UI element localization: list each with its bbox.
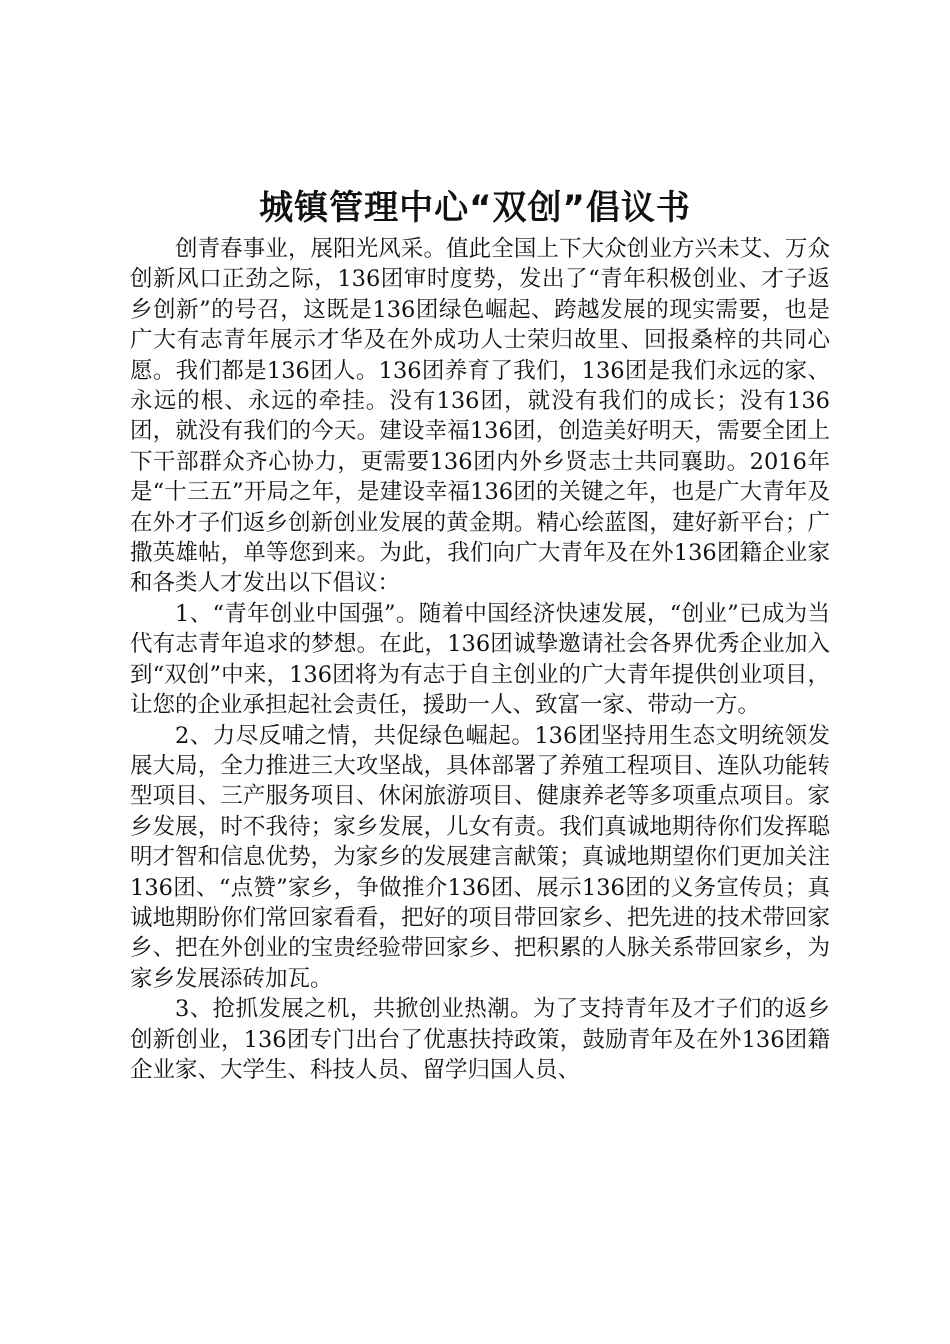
paragraph-proposal-3: 3、抢抓发展之机，共掀创业热潮。为了支持青年及才子们的返乡创新创业，136团专门出台了优惠扶持政策，鼓励青年及在外136团籍企业家、大学生、科技人员、留学归国人员、 [130,996,830,1083]
paragraph-proposal-1: 1、“青年创业中国强”。随着中国经济快速发展，“创业”已成为当代有志青年追求的梦想。在此，136团诚挚邀请社会各界优秀企业加入到“双创”中来，136团将为有志于自主创业的广大青年提供创业项目，让您的企业承担起社会责任，援助一人、致富一家、带动一方。 [130,600,830,719]
document-title: 城镇管理中心“双创”倡议书 [259,188,691,228]
document-body [130,234,830,1085]
paragraph-proposal-2: 2、力尽反哺之情，共促绿色崛起。136团坚持用生态文明统领发展大局，全力推进三大攻坚战，具体部署了养殖工程项目、连队功能转型项目、三产服务项目、休闲旅游项目、健康养老等多项重点项目。家乡发展，时不我待；家乡发展，儿女有责。我们真诚地期待你们发挥聪明才智和信息优势，为家乡的发展建言献策；真诚地期望你们更加关注136团、“点赞”家乡，争做推介136团、展示136团的义务宣传员；真诚地期盼你们常回家看看，把好的项目带回家乡、把先进的技术带回家乡、把在外创业的宝贵经验带回家乡、把积累的人脉关系带回家乡，为家乡发展添砖加瓦。 [130,722,830,992]
paragraph-intro: 创青春事业，展阳光风采。值此全国上下大众创业方兴未艾、万众创新风口正劲之际，136团审时度势，发出了“青年积极创业、才子返乡创新”的号召，这既是136团绿色崛起、跨越发展的现实需要，也是广大有志青年展示才华及在外成功人士荣归故里、回报桑梓的共同心愿。我们都是136团人。136团养育了我们，136团是我们永远的家、永远的根、永远的牵挂。没有136团，就没有我们的成长；没有136团，就没有我们的今天。建设幸福136团，创造美好明天，需要全团上下干部群众齐心协力，更需要136团内外乡贤志士共同襄助。2016年是“十三五”开局之年，是建设幸福136团的关键之年，也是广大青年及在外才子们返乡创新创业发展的黄金期。精心绘蓝图，建好新平台；广撒英雄帖，单等您到来。为此，我们向广大青年及在外136团籍企业家和各类人才发出以下倡议： [130,236,830,597]
